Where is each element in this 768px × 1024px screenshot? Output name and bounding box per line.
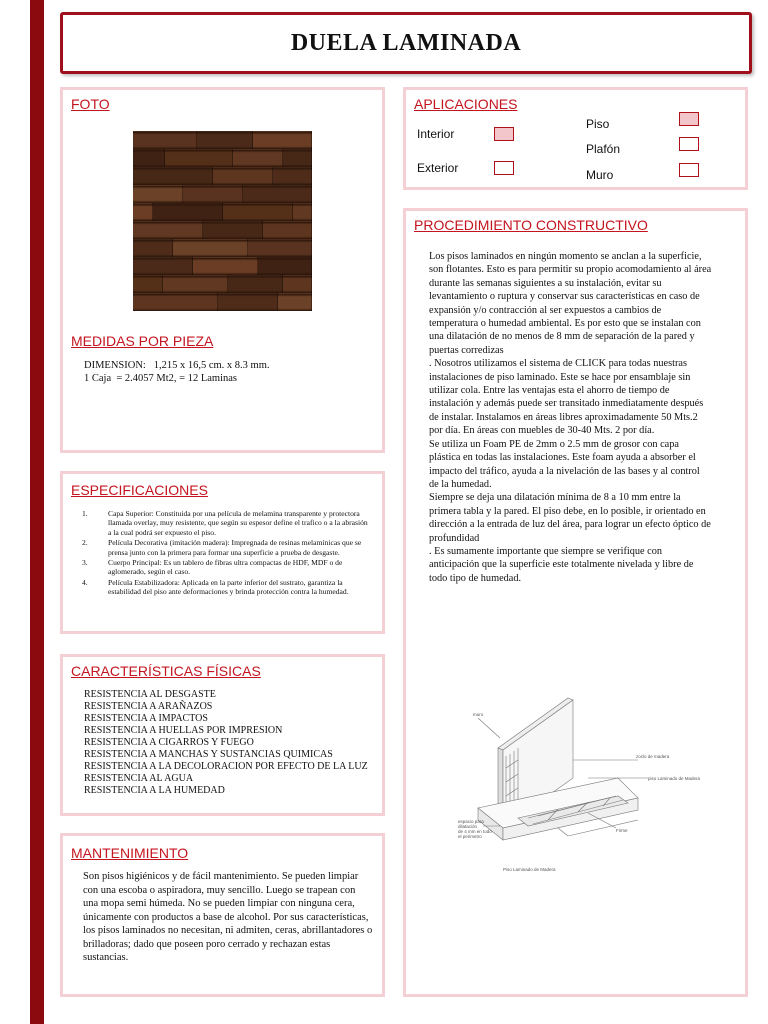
diagram-caption: Piso Laminado de Madera (503, 867, 556, 872)
especificaciones-heading: ESPECIFICACIONES (71, 482, 208, 498)
procedimiento-paragraph: . Nosotros utilizamos el sistema de CLICK para todas nuestras instalaciones de piso laminado. Este se hace por ensamblaje sin utilizar cola. Entre las ventajas esta el ahorro de tiempo de instalación y además puede ser transitado inmediatamente después de instalar. Instalamos en áreas libres aproximadamente 50 Mts.2 por día. En áreas con muebles de 30-40 Mts. 2 por día. (429, 358, 704, 437)
wood-plank (133, 167, 213, 185)
procedimiento-text (429, 250, 712, 585)
wood-plank-row (133, 167, 312, 185)
interior-label: Interior (417, 127, 455, 141)
wood-plank (173, 239, 248, 257)
caja-text: 1 Caja = 2.4057 Mt2, = 12 Laminas (84, 373, 237, 384)
caracteristica-item: RESISTENCIA A IMPACTOS (84, 713, 208, 724)
wood-plank (253, 131, 312, 149)
procedimiento-paragraph: Los pisos laminados en ningún momento se anclan a la superficie, son flotantes. Esto es para permitir su propio acomodamiento al área durante las semanas siguientes a su instalación, evitar su levantamiento o ruptura y conservar sus características en caso de expansión y/o contracción al ser expuestos a cambios de temperatura o humedad ambiental. Es por esto que se instalan con una dilatación de no menos de 8 mm de separación de la pared y puertas corredizas (429, 251, 712, 356)
wood-plank (197, 131, 253, 149)
diagram-label-firme: Firme (616, 828, 628, 833)
wood-plank (203, 221, 263, 239)
wood-plank-row (133, 239, 312, 257)
wood-plank (133, 275, 163, 293)
piso-label: Piso (586, 117, 610, 131)
exterior-checkbox[interactable] (494, 161, 514, 175)
exterior-label: Exterior (417, 161, 459, 175)
wood-plank (213, 167, 273, 185)
wood-plank (165, 149, 233, 167)
spec-item: 4. Película Estabilizadora: Aplicada en la parte inferior del sustrato, garantiza la estabilidad del piso ante deformaciones y brinda protección contra la humedad. (82, 577, 349, 597)
wood-plank (133, 221, 203, 239)
wood-plank (218, 293, 278, 311)
wood-plank (283, 275, 312, 293)
mantenimiento-text: Son pisos higiénicos y de fácil mantenimiento. Se pueden limpiar con una escoba o aspiradora, muy sencillo. Luego se trapean con una mopa semi húmeda. No se pueden limpiar con ninguna cera, únicamente con productos a base de alcohol. Por sus características, los pisos laminados no necesitan, ni admiten, ceras, abrillantadores o brilladoras; dado que poseen poro cerrado y rechazan estas sustancias. (83, 871, 373, 963)
plafon-label: Plafón (586, 142, 621, 156)
foto-heading: FOTO (71, 96, 110, 112)
wood-plank-row (133, 185, 312, 203)
interior-checkbox[interactable] (494, 127, 514, 141)
wood-plank (183, 185, 243, 203)
caracteristica-item: RESISTENCIA A LA DECOLORACION POR EFECTO DE LA LUZ (84, 761, 368, 772)
wood-plank (133, 149, 165, 167)
muro-checkbox[interactable] (679, 163, 699, 177)
caracteristica-item: RESISTENCIA AL DESGASTE (84, 689, 216, 700)
piso-checkbox[interactable] (679, 112, 699, 126)
wood-plank (133, 257, 193, 275)
diagram-label-piso: piso Laminado de Madera (648, 776, 701, 781)
wood-plank (133, 293, 218, 311)
diagram-label-muro: muro (473, 712, 484, 717)
caracteristica-item: RESISTENCIA A LA HUMEDAD (84, 785, 225, 796)
wood-plank (193, 257, 258, 275)
procedimiento-paragraph: Se utiliza un Foam PE de 2mm o 2.5 mm de grosor con capa plástica en todas las instalaciones. Este foam ayuda a absorber el impacto del tráfico, ayuda a la nivelación de las bases y al control de la humedad. (429, 438, 700, 490)
wood-plank-row (133, 293, 312, 311)
wood-floor-photo (133, 131, 312, 311)
spec-item: 1. Capa Superior: Constituida por una película de melamina transparente y protectora llamada overlay, muy resistente, que según su espesor define el trafico o a la abrasión a la cual podrá ser expuesto el piso. (82, 509, 368, 537)
diagram-label-espacio: dilatación (458, 824, 478, 829)
wood-plank-row (133, 131, 312, 149)
wood-plank (133, 239, 173, 257)
wood-plank (228, 275, 283, 293)
medidas-text (84, 359, 270, 385)
wood-plank (163, 275, 228, 293)
caracteristicas-heading: CARACTERÍSTICAS FÍSICAS (71, 663, 261, 679)
wood-plank-row (133, 257, 312, 275)
wood-plank-row (133, 203, 312, 221)
mantenimiento-heading: MANTENIMIENTO (71, 845, 189, 861)
caracteristica-item: RESISTENCIA A HUELLAS POR IMPRESION (84, 725, 283, 736)
procedimiento-paragraph: . Es sumamente importante que siempre se verifique con anticipación que la superficie este totalmente nivelada y libre de todo tipo de humedad. (429, 545, 694, 584)
diagram-label-espacio: de 4 mm en todo (458, 829, 492, 834)
plafon-checkbox[interactable] (679, 137, 699, 151)
wood-plank (258, 257, 312, 275)
wood-plank (243, 185, 312, 203)
wood-plank (273, 167, 312, 185)
wood-plank (248, 239, 312, 257)
wood-plank (233, 149, 283, 167)
caracteristica-item: RESISTENCIA A MANCHAS Y SUSTANCIAS QUIMICAS (84, 749, 333, 760)
caracteristica-item: RESISTENCIA A CIGARROS Y FUEGO (84, 737, 254, 748)
wood-plank (133, 185, 183, 203)
wood-plank (223, 203, 293, 221)
spec-item: 3. Cuerpo Principal: Es un tablero de fibras ultra compactas de HDF, MDF o de aglomerado, según el caso. (82, 558, 343, 577)
diagram-label-zoclo: zoclo de madera (636, 754, 670, 759)
muro-label: Muro (586, 168, 614, 182)
caracteristicas-list (84, 689, 368, 797)
left-accent-bar (30, 0, 44, 1024)
wood-plank-row (133, 149, 312, 167)
procedimiento-paragraph: Siempre se deja una dilatación mínima de 8 a 10 mm entre la primera tabla y la pared. El piso debe, en lo posible, ir orientado en dirección a la entrada de luz del área, para lograr un efecto óptico de profundidad (429, 492, 711, 544)
spec-item: 2. Película Decorativa (imitación madera): Impregnada de resinas melamínicas que se prensa junto con la primera para formar una superficie a prueba de desgaste. (82, 538, 362, 557)
wood-plank (263, 221, 312, 239)
caracteristica-item: RESISTENCIA AL AGUA (84, 773, 194, 784)
procedimiento-heading: PROCEDIMIENTO CONSTRUCTIVO (414, 217, 648, 233)
caracteristica-item: RESISTENCIA A ARAÑAZOS (84, 701, 213, 712)
wood-plank (283, 149, 312, 167)
wood-plank (293, 203, 312, 221)
diagram-label-espacio: espacio para (458, 819, 484, 824)
page-title: DUELA LAMINADA (290, 29, 522, 56)
wood-plank (133, 203, 153, 221)
wood-plank-row (133, 221, 312, 239)
dimension-text: DIMENSION: 1,215 x 16,5 cm. x 8.3 mm. (84, 360, 270, 371)
wood-plank (278, 293, 312, 311)
wood-plank (153, 203, 223, 221)
diagram-label-espacio: el perimetro (458, 834, 482, 839)
especificaciones-list (72, 509, 372, 598)
aplicaciones-heading: APLICACIONES (414, 96, 518, 112)
installation-diagram (438, 678, 738, 878)
title-box (60, 12, 752, 74)
wood-plank-row (133, 275, 312, 293)
wood-plank (133, 131, 197, 149)
medidas-heading: MEDIDAS POR PIEZA (71, 333, 214, 349)
